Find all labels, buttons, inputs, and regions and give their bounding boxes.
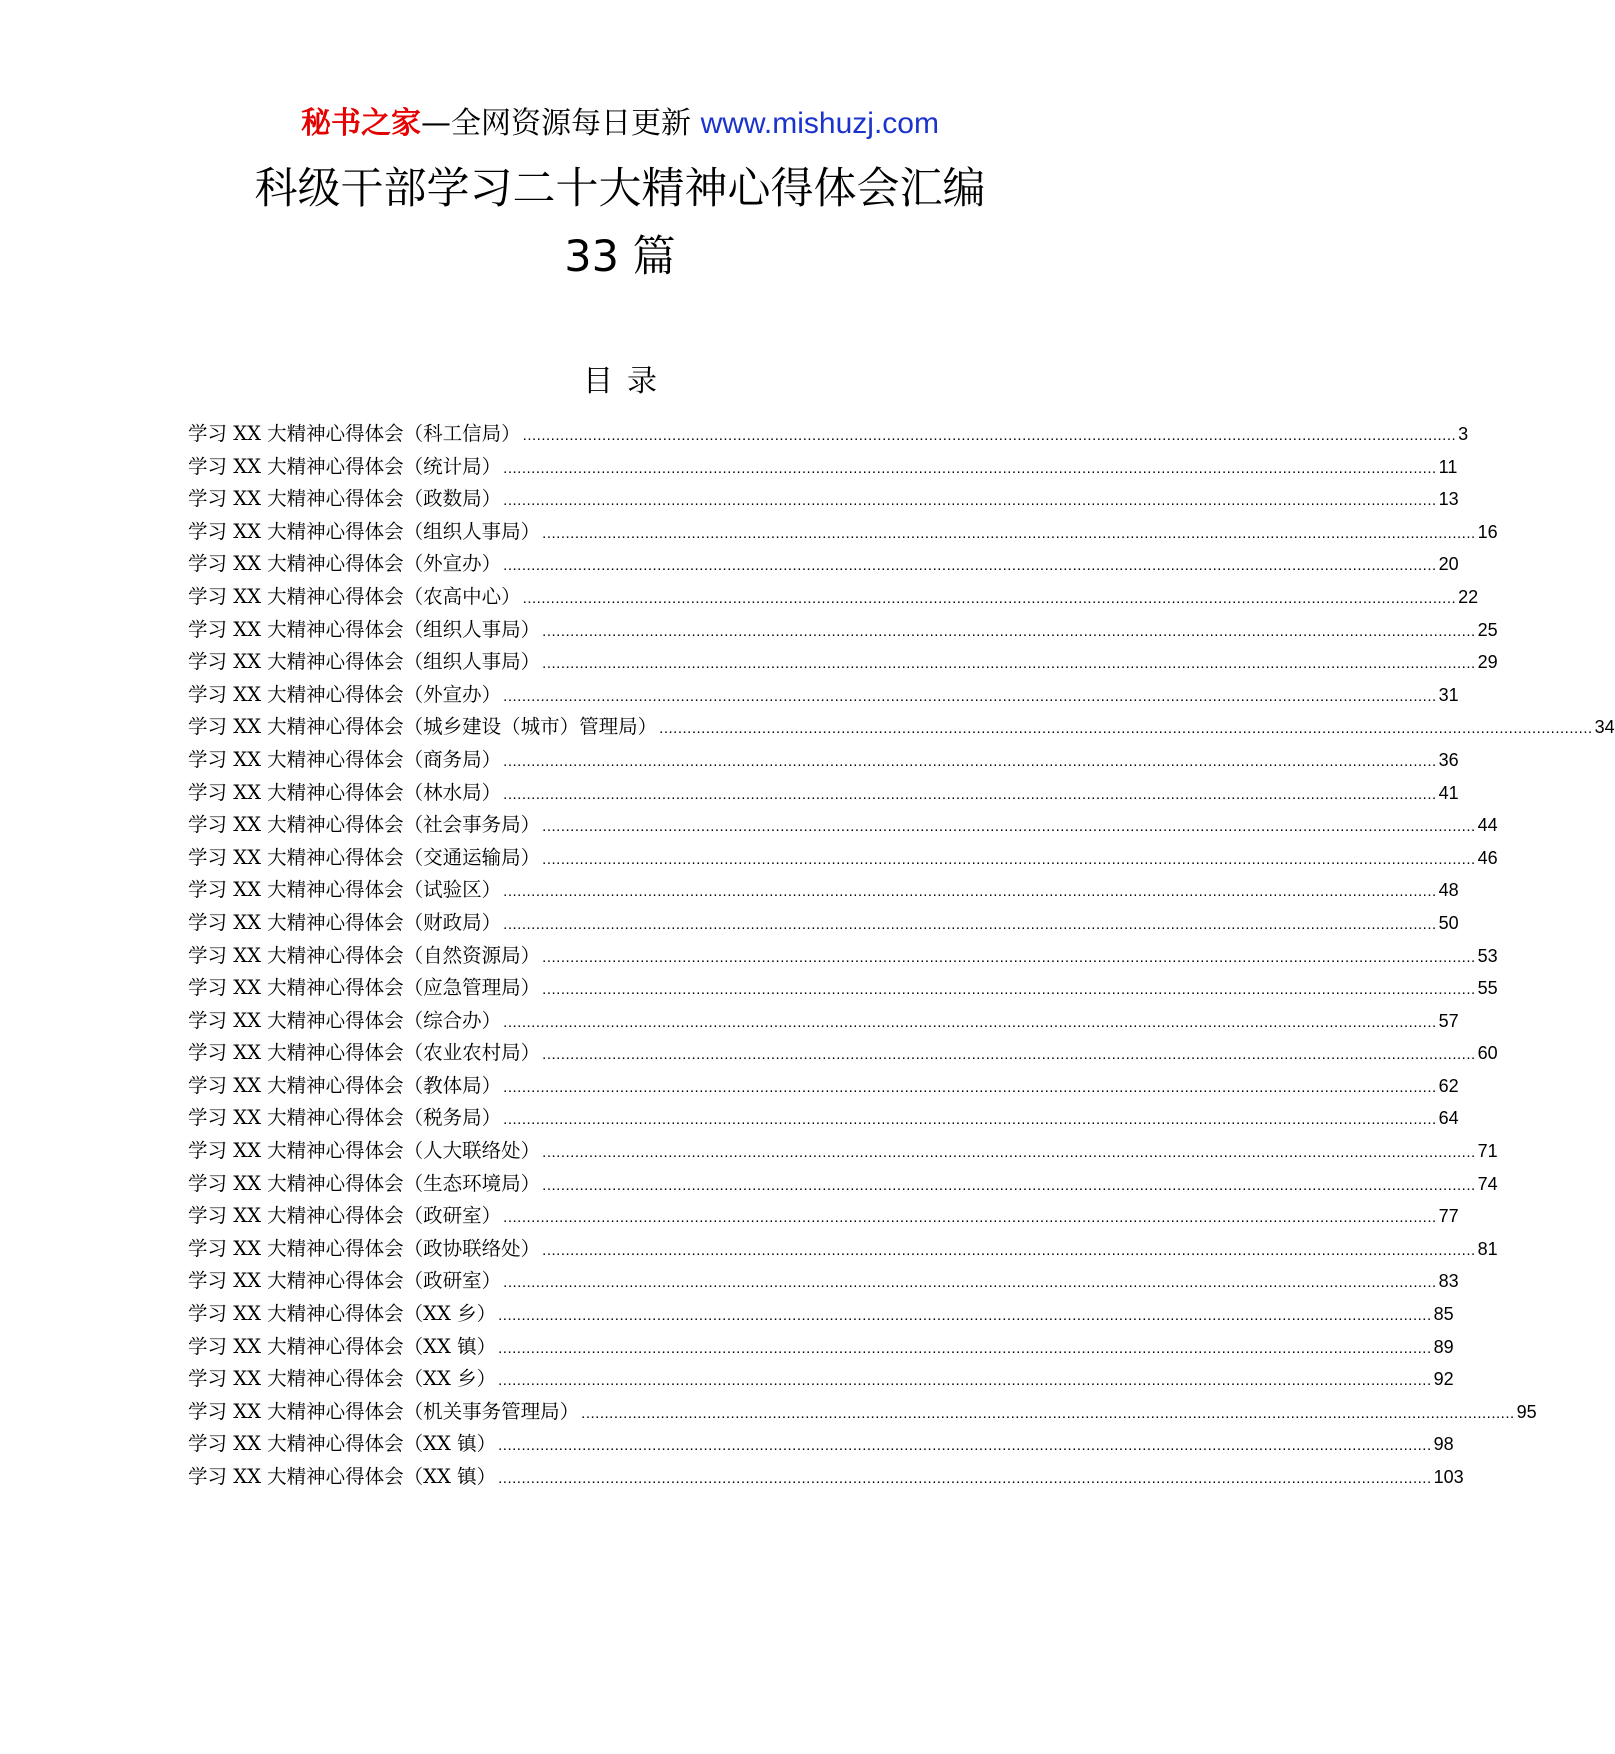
toc-page-number: 62 <box>1438 1075 1459 1096</box>
toc-entry-title: 学习 XX 大精神心得体会（城乡建设（城市）管理局） <box>188 715 658 739</box>
toc-entry-title: 学习 XX 大精神心得体会（应急管理局） <box>188 976 541 1000</box>
toc-entry-title: 学习 XX 大精神心得体会（XX 乡） <box>188 1302 497 1326</box>
toc-entry[interactable] <box>188 711 1615 744</box>
toc-page-number: 85 <box>1433 1304 1454 1325</box>
toc-entry[interactable] <box>188 1331 1454 1364</box>
toc-dot-leader: ........................................................................................................................................................................................................ <box>522 589 1457 607</box>
toc-entry-title: 学习 XX 大精神心得体会（政数局） <box>188 487 502 511</box>
toc-page-number: 74 <box>1477 1173 1498 1194</box>
toc-entry-title: 学习 XX 大精神心得体会（XX 镇） <box>188 1465 497 1488</box>
toc-entry[interactable] <box>188 451 1458 484</box>
toc-dot-leader: ........................................................................................................................................................................................................ <box>542 1241 1476 1259</box>
site-url-link[interactable]: www.mishuzj.com <box>700 107 939 140</box>
toc-dot-leader: ........................................................................................................................................................................................................ <box>659 720 1593 738</box>
toc-dot-leader: ........................................................................................................................................................................................................ <box>542 948 1476 966</box>
toc-entry[interactable] <box>188 418 1469 451</box>
toc-entry-title: 学习 XX 大精神心得体会（XX 镇） <box>188 1334 497 1358</box>
toc-entry-title: 学习 XX 大精神心得体会（XX 镇） <box>188 1432 497 1456</box>
toc-dot-leader: ........................................................................................................................................................................................................ <box>542 1176 1476 1194</box>
toc-page-number: 13 <box>1438 489 1459 510</box>
toc-page-number: 50 <box>1438 912 1459 933</box>
toc-entry-title: 学习 XX 大精神心得体会（政协联络处） <box>188 1236 541 1260</box>
banner-slogan: —全网资源每日更新 <box>421 106 692 141</box>
toc-dot-leader: ........................................................................................................................................................................................................ <box>498 1307 1432 1325</box>
toc-page-number: 36 <box>1438 749 1459 770</box>
toc-page-number: 55 <box>1477 978 1498 999</box>
toc-heading: 目录 <box>583 364 671 399</box>
toc-dot-leader: ........................................................................................................................................................................................................ <box>503 752 1437 770</box>
site-banner <box>0 100 1240 148</box>
toc-entry-title: 学习 XX 大精神心得体会（政研室） <box>188 1269 502 1293</box>
toc-dot-leader: ........................................................................................................................................................................................................ <box>503 1013 1437 1031</box>
toc-entry-title: 学习 XX 大精神心得体会（自然资源局） <box>188 943 541 967</box>
toc-page-number: 25 <box>1477 619 1498 640</box>
toc-dot-leader: ........................................................................................................................................................................................................ <box>498 1437 1432 1455</box>
toc-entry-title: 学习 XX 大精神心得体会（组织人事局） <box>188 650 541 674</box>
toc-page-number: 77 <box>1438 1206 1459 1227</box>
toc-page-number: 98 <box>1433 1434 1454 1455</box>
toc-entry-title: 学习 XX 大精神心得体会（人大联络处） <box>188 1139 541 1163</box>
toc-entry[interactable] <box>188 1037 1498 1070</box>
toc-entry[interactable] <box>188 1102 1459 1135</box>
toc-dot-leader: ........................................................................................................................................................................................................ <box>542 524 1476 542</box>
toc-dot-leader: ........................................................................................................................................................................................................ <box>503 459 1437 477</box>
toc-entry[interactable] <box>188 614 1498 647</box>
toc-entry[interactable] <box>188 1461 1464 1494</box>
toc-entry-title: 学习 XX 大精神心得体会（社会事务局） <box>188 813 541 837</box>
toc-page-number: 29 <box>1477 652 1498 673</box>
toc-dot-leader: ........................................................................................................................................................................................................ <box>542 1144 1476 1162</box>
toc-page-number: 3 <box>1458 424 1469 444</box>
toc-entry-title: 学习 XX 大精神心得体会（统计局） <box>188 454 502 478</box>
toc-entry-title: 学习 XX 大精神心得体会（交通运输局） <box>188 845 541 869</box>
toc-entry[interactable] <box>188 972 1498 1005</box>
toc-entry[interactable] <box>188 874 1459 907</box>
toc-entry[interactable] <box>188 907 1459 940</box>
toc-page-number: 41 <box>1438 782 1459 803</box>
toc-dot-leader: ........................................................................................................................................................................................................ <box>503 557 1437 575</box>
toc-dot-leader: ........................................................................................................................................................................................................ <box>542 850 1476 868</box>
toc-entry[interactable] <box>188 940 1498 973</box>
toc-entry[interactable] <box>188 1396 1537 1429</box>
toc-page-number: 57 <box>1438 1010 1459 1031</box>
toc-dot-leader: ........................................................................................................................................................................................................ <box>503 1274 1437 1292</box>
toc-entry-title: 学习 XX 大精神心得体会（政研室） <box>188 1204 502 1228</box>
toc-entry-title: 学习 XX 大精神心得体会（农高中心） <box>188 584 521 608</box>
toc-dot-leader: ........................................................................................................................................................................................................ <box>542 1046 1476 1064</box>
toc-entry[interactable] <box>188 581 1479 614</box>
toc-page-number: 31 <box>1438 684 1459 705</box>
toc-dot-leader: ........................................................................................................................................................................................................ <box>581 1404 1515 1422</box>
toc-page-number: 81 <box>1477 1238 1498 1259</box>
toc-entry-title: 学习 XX 大精神心得体会（外宣办） <box>188 552 502 576</box>
toc-page-number: 83 <box>1438 1271 1459 1292</box>
toc-page-number: 20 <box>1438 554 1459 575</box>
toc-dot-leader: ........................................................................................................................................................................................................ <box>542 981 1476 999</box>
toc-entry[interactable] <box>188 1200 1459 1233</box>
toc-entry[interactable] <box>188 516 1498 549</box>
toc-entry[interactable] <box>188 1298 1454 1331</box>
toc-page-number: 34 <box>1594 717 1615 738</box>
toc-entry-title: 学习 XX 大精神心得体会（组织人事局） <box>188 519 541 543</box>
toc-page-number: 60 <box>1477 1043 1498 1064</box>
toc-page-number: 95 <box>1516 1401 1537 1422</box>
brand-name: 秘书之家 <box>301 106 422 141</box>
toc-entry[interactable] <box>188 1233 1498 1266</box>
toc-dot-leader: ........................................................................................................................................................................................................ <box>503 915 1437 933</box>
toc-entry-title: 学习 XX 大精神心得体会（生态环境局） <box>188 1171 541 1195</box>
toc-dot-leader: ........................................................................................................................................................................................................ <box>503 1111 1437 1129</box>
toc-dot-leader: ........................................................................................................................................................................................................ <box>498 1470 1432 1487</box>
toc-page-number: 64 <box>1438 1108 1459 1129</box>
toc-entry-title: 学习 XX 大精神心得体会（XX 乡） <box>188 1367 497 1391</box>
toc-dot-leader: ........................................................................................................................................................................................................ <box>498 1372 1432 1390</box>
toc-entry[interactable] <box>188 1135 1498 1168</box>
toc-entry-title: 学习 XX 大精神心得体会（综合办） <box>188 1008 502 1032</box>
toc-entry-title: 学习 XX 大精神心得体会（商务局） <box>188 747 502 771</box>
toc-entry-title: 学习 XX 大精神心得体会（机关事务管理局） <box>188 1399 580 1423</box>
toc-page-number: 48 <box>1438 880 1459 901</box>
toc-page-number: 89 <box>1433 1336 1454 1357</box>
toc-entry[interactable] <box>188 1265 1459 1298</box>
toc-entry-title: 学习 XX 大精神心得体会（外宣办） <box>188 682 502 706</box>
toc-page-number: 92 <box>1433 1369 1454 1390</box>
toc-entry[interactable] <box>188 842 1498 875</box>
toc-entry-title: 学习 XX 大精神心得体会（财政局） <box>188 910 502 934</box>
toc-page-number: 44 <box>1477 815 1498 836</box>
toc-dot-leader: ........................................................................................................................................................................................................ <box>542 622 1476 640</box>
toc-page-number: 103 <box>1433 1467 1464 1487</box>
toc-entry[interactable] <box>188 548 1459 581</box>
toc-dot-leader: ........................................................................................................................................................................................................ <box>503 785 1437 803</box>
toc-entry[interactable] <box>188 1363 1454 1396</box>
toc-page-number: 53 <box>1477 945 1498 966</box>
toc-entry[interactable] <box>188 1428 1454 1461</box>
toc-page-number: 71 <box>1477 1141 1498 1162</box>
toc-entry[interactable] <box>188 1168 1498 1201</box>
toc-entry-title: 学习 XX 大精神心得体会（试验区） <box>188 878 502 902</box>
toc-page-number: 16 <box>1477 521 1498 542</box>
toc-entry-title: 学习 XX 大精神心得体会（组织人事局） <box>188 617 541 641</box>
toc-entry-title: 学习 XX 大精神心得体会（科工信局） <box>188 422 521 445</box>
document-title: 科级干部学习二十大精神心得体会汇编 <box>254 164 986 214</box>
table-of-contents <box>188 418 1615 1494</box>
toc-entry[interactable] <box>188 744 1459 777</box>
toc-entry-title: 学习 XX 大精神心得体会（教体局） <box>188 1073 502 1097</box>
toc-entry[interactable] <box>188 483 1459 516</box>
toc-entry[interactable] <box>188 777 1459 810</box>
toc-dot-leader: ........................................................................................................................................................................................................ <box>542 818 1476 836</box>
toc-dot-leader: ........................................................................................................................................................................................................ <box>503 883 1437 901</box>
toc-dot-leader: ........................................................................................................................................................................................................ <box>542 655 1476 673</box>
toc-entry[interactable] <box>188 679 1459 712</box>
toc-dot-leader: ........................................................................................................................................................................................................ <box>522 427 1457 444</box>
toc-dot-leader: ........................................................................................................................................................................................................ <box>503 687 1437 705</box>
toc-page-number: 11 <box>1438 456 1458 477</box>
toc-dot-leader: ........................................................................................................................................................................................................ <box>503 1209 1437 1227</box>
toc-entry[interactable] <box>188 1005 1459 1038</box>
toc-entry[interactable] <box>188 1070 1459 1103</box>
toc-entry-title: 学习 XX 大精神心得体会（税务局） <box>188 1106 502 1130</box>
toc-entry[interactable] <box>188 809 1498 842</box>
document-subtitle: 33 篇 <box>564 232 676 282</box>
toc-dot-leader: ........................................................................................................................................................................................................ <box>498 1339 1432 1357</box>
toc-page-number: 46 <box>1477 847 1498 868</box>
toc-dot-leader: ........................................................................................................................................................................................................ <box>503 1078 1437 1096</box>
toc-entry-title: 学习 XX 大精神心得体会（林水局） <box>188 780 502 804</box>
toc-entry-title: 学习 XX 大精神心得体会（农业农村局） <box>188 1041 541 1065</box>
toc-page-number: 22 <box>1458 586 1479 607</box>
toc-dot-leader: ........................................................................................................................................................................................................ <box>503 492 1437 510</box>
toc-entry[interactable] <box>188 646 1498 679</box>
